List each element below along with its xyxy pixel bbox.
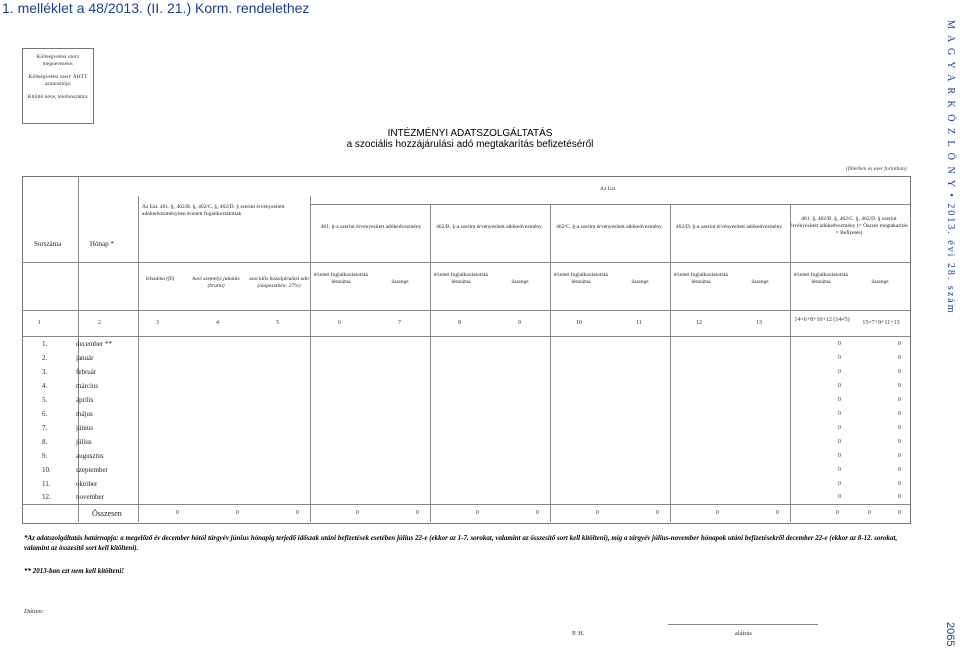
total-value: 0 — [536, 510, 539, 516]
colnum-12: 12 — [696, 320, 702, 326]
total-value: 0 — [236, 510, 239, 516]
group-first-header: Az Eat. 461. §, 462/B. §, 462/C. §, 462/D. § szerint érvényesített adókedvezményben érintett foglalkoztatottak — [142, 204, 285, 217]
row-month: június — [76, 424, 94, 432]
sub-letszam: létszáma (fő) — [145, 276, 175, 282]
sub-462b-osszege: összege — [511, 279, 529, 285]
colnum-5: 5 — [276, 320, 279, 326]
title-sub: a szociális hozzájárulási adó megtakarítás befizetéséről — [346, 139, 594, 150]
row-value-14: 0 — [838, 341, 841, 347]
row-value-15: 0 — [898, 439, 901, 445]
sub-havi-juttatas: havi személyi juttatás (bruttó) — [192, 276, 240, 289]
title-main: INTÉZMÉNYI ADATSZOLGÁLTATÁS — [387, 128, 553, 139]
colnum-9: 9 — [518, 320, 521, 326]
row-number: 11. — [42, 480, 51, 488]
colnum-14: 14=6+8+10+12 (14≠5) — [794, 317, 850, 323]
totals-row — [22, 506, 910, 522]
total-label: Összesen — [92, 509, 122, 518]
table-row — [22, 464, 910, 478]
total-value: 0 — [898, 510, 901, 516]
table-row — [22, 380, 910, 394]
row-value-15: 0 — [898, 494, 901, 500]
colnum-6: 6 — [338, 320, 341, 326]
row-month: július — [76, 438, 92, 446]
row-value-14: 0 — [838, 425, 841, 431]
row-month: december ** — [76, 340, 112, 348]
total-value: 0 — [716, 510, 719, 516]
colnum-13: 13 — [756, 320, 762, 326]
row-value-14: 0 — [838, 383, 841, 389]
row-value-14: 0 — [838, 411, 841, 417]
filler-name-label: Kitöltő neve, telefonszáma: — [27, 94, 89, 100]
table-row — [22, 408, 910, 422]
colnum-1: 1 — [38, 320, 41, 326]
org-name-label: Költségvetési szerv megnevezése: — [36, 54, 80, 67]
row-number: 6. — [42, 410, 48, 418]
colnum-4: 4 — [216, 320, 219, 326]
group-461-header: 461. §-a szerint érvényesített adókedvezmény — [320, 224, 422, 230]
total-value: 0 — [176, 510, 179, 516]
row-month: január — [76, 354, 94, 362]
row-value-14: 0 — [838, 439, 841, 445]
row-value-15: 0 — [898, 425, 901, 431]
table-row — [22, 436, 910, 450]
org-id-label: Költségvetési szerv ÁHTT azonosítója: — [28, 74, 88, 87]
col-sorszama: Sorszáma — [34, 240, 62, 248]
sub-461-letszam: érintett foglalkoztatottak létszáma — [313, 272, 369, 285]
left-info-box — [22, 48, 94, 124]
row-value-14: 0 — [838, 481, 841, 487]
row-month: augusztus — [76, 452, 104, 460]
date-label: Dátum: — [24, 608, 44, 615]
row-value-15: 0 — [898, 467, 901, 473]
row-number: 8. — [42, 438, 48, 446]
table-row — [22, 338, 910, 352]
row-value-15: 0 — [898, 453, 901, 459]
row-value-14: 0 — [838, 467, 841, 473]
journal-side-text: M A G Y A R K Ö Z L Ö N Y • 2013. évi 28. szám — [945, 20, 956, 315]
colnum-10: 10 — [576, 320, 582, 326]
row-value-15: 0 — [898, 411, 901, 417]
col-honap: Hónap * — [90, 240, 114, 248]
colnum-3: 3 — [156, 320, 159, 326]
row-value-15: 0 — [898, 355, 901, 361]
row-value-15: 0 — [898, 481, 901, 487]
row-number: 4. — [42, 382, 48, 390]
colnum-7: 7 — [398, 320, 401, 326]
row-value-14: 0 — [838, 453, 841, 459]
row-month: szeptember — [76, 466, 108, 474]
row-number: 10. — [42, 466, 51, 474]
sub-szocho: szociális hozzájárulási adó (alapesetben: 27%) — [249, 276, 309, 289]
annex-title: 1. melléklet a 48/2013. (II. 21.) Korm. rendelethez — [2, 0, 310, 16]
total-value: 0 — [596, 510, 599, 516]
table-row — [22, 394, 910, 408]
table-row — [22, 352, 910, 366]
ph-label: P. H. — [572, 630, 585, 637]
note-deadline: *Az adatszolgáltatás határnapja: a megelőző év december hótól tárgyév június hónapig terjedő időszak utáni befizetések esetében július 22-e (ekkor az 1-7. sorokat, valamint az összesítő sort kell kitölteni), míg a tárgyév július-november hónapok utáni befizetésekről december 22-e (ekkor az 8-12. sorokat, valamint az összesítő sort kell kitölteni). — [24, 534, 898, 552]
row-value-14: 0 — [838, 397, 841, 403]
row-number: 1. — [42, 340, 48, 348]
note-2013: ** 2013-ban ezt nem kell kitölteni! — [24, 567, 125, 575]
row-value-15: 0 — [898, 383, 901, 389]
sub-462c-osszege: összege — [631, 279, 649, 285]
signature-line — [668, 624, 818, 625]
total-value: 0 — [356, 510, 359, 516]
group-462d-header: 462/D. §-a szerint érvényesített adókedvezmény — [675, 224, 783, 230]
sub-total-osszege: összege — [871, 279, 889, 285]
row-value-15: 0 — [898, 397, 901, 403]
colnum-11: 11 — [636, 320, 642, 326]
row-number: 9. — [42, 452, 48, 460]
total-value: 0 — [776, 510, 779, 516]
row-value-14: 0 — [838, 369, 841, 375]
colnum-15: 15=7+9+11+13 — [862, 320, 900, 326]
total-value: 0 — [416, 510, 419, 516]
document-title — [300, 128, 640, 150]
signature-label: aláírás — [735, 630, 752, 637]
sub-462c-letszam: érintett foglalkoztatottak létszáma — [553, 272, 609, 285]
sub-462b-letszam: érintett foglalkoztatottak létszáma — [433, 272, 489, 285]
row-month: május — [76, 410, 93, 418]
row-month: március — [76, 382, 99, 390]
page-number: 2065 — [944, 622, 956, 647]
colnum-8: 8 — [458, 320, 461, 326]
column-number-row — [22, 316, 910, 332]
row-month: április — [76, 396, 94, 404]
row-number: 12. — [42, 493, 51, 501]
row-value-14: 0 — [838, 355, 841, 361]
unit-note: (fillérben és ezer forintban) — [846, 166, 907, 172]
colnum-2: 2 — [98, 320, 101, 326]
row-value-15: 0 — [898, 369, 901, 375]
row-month: október — [76, 480, 98, 488]
sub-462d-letszam: érintett foglalkoztatottak létszáma — [673, 272, 729, 285]
az-eat-label: Az Eat. — [600, 186, 617, 192]
sub-462d-osszege: összege — [751, 279, 769, 285]
group-total-header: 461. §, 462/B. §, 462/C. §, 462/D. § szerint érvényesített adókedvezmény (= Összes megtakarítás = Befizetés) — [790, 216, 908, 236]
row-number: 3. — [42, 368, 48, 376]
group-462c-header: 462/C. §-a szerint érvényesített adókedvezmény — [556, 224, 662, 230]
row-value-14: 0 — [838, 494, 841, 500]
total-value: 0 — [476, 510, 479, 516]
table-row — [22, 450, 910, 464]
sub-461-osszege: összege — [391, 279, 409, 285]
row-number: 2. — [42, 354, 48, 362]
table-row — [22, 366, 910, 380]
group-462b-header: 462/B. §-a szerint érvényesített adókedvezmény — [436, 224, 542, 230]
table-row — [22, 492, 910, 504]
row-month: február — [76, 368, 97, 376]
total-value: 0 — [836, 510, 839, 516]
row-number: 5. — [42, 396, 48, 404]
total-value: 0 — [296, 510, 299, 516]
row-value-15: 0 — [898, 341, 901, 347]
table-row — [22, 478, 910, 492]
table-row — [22, 422, 910, 436]
row-month: november — [76, 493, 104, 501]
row-number: 7. — [42, 424, 48, 432]
total-value: 0 — [656, 510, 659, 516]
sub-total-letszam: érintett foglalkoztatottak létszáma — [793, 272, 849, 285]
total-value: 0 — [868, 510, 871, 516]
